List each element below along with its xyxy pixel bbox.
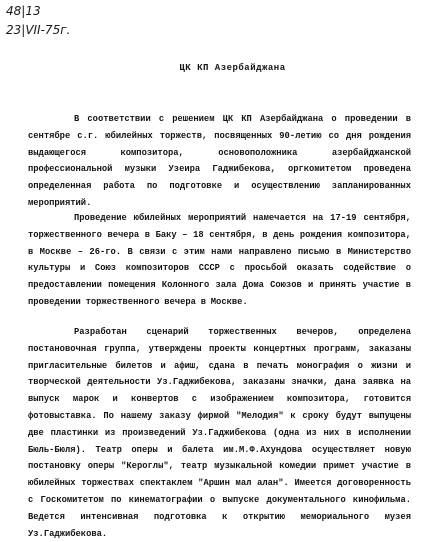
paragraph-1: В соответствии с решением ЦК КП Азербайджана о проведении в сентябре с.г. юбилейных торжеств, посвященных 90-летию со дня рождения выдающегося композитора, основоположника азербайджанской профессиональной музыки Узеира Гаджибекова, оргкомитетом проведена определенная работа по подготовке и осуществлению запланированных мероприятий. <box>28 114 411 208</box>
handwritten-annotation-line1: 48|13 <box>6 4 41 18</box>
document-title: ЦК КП Азербайджана <box>179 63 286 73</box>
paragraph-3: Разработан сценарий торжественных вечеров, определена постановочная группа, утверждены проекты концертных программ, заказаны пригласительные билетов и афиш, сдана в печать монография о жизни и творческой деятельности Уз.Гаджибекова, заказаны значки, дана заявка на выпуск марок и конвертов с изображением композитора, готовится фотовыставка. По нашему заказу фирмой "Мелодия" к сроку будут выпущены две пластинки из произведений Уз.Гаджибекова (одна из них в исполнении Бюль-Бюля). Театр оперы и балета им.М.Ф.Ахундова осуществляет новую постановку оперы "Кероглы", театр музыкальной комедии примет участие в юбилейных торжествах спектаклем "Аршин мал алан". Имеется договоренность с Госкомитетом по кинематографии о выпуске документального кинофильма. Ведется интенсивная подготовка к открытию мемориального музея Уз.Гаджибекова. <box>28 327 411 539</box>
paragraph-2: Проведение юбилейных мероприятий намечается на 17-19 сентября, торжественного вечера в Баку – 18 сентября, в день рождения композитора, в Москве – 26-го. В связи с этим нами направлено письмо в Министерство культуры и Союз композиторов СССР с просьбой оказать содействие о предоставлении помещения Колонного зала Дома Союзов и принять участие в проведении торжественного вечера в Москве. <box>28 213 411 307</box>
handwritten-annotation-line2: 23|VII-75г. <box>6 23 71 37</box>
